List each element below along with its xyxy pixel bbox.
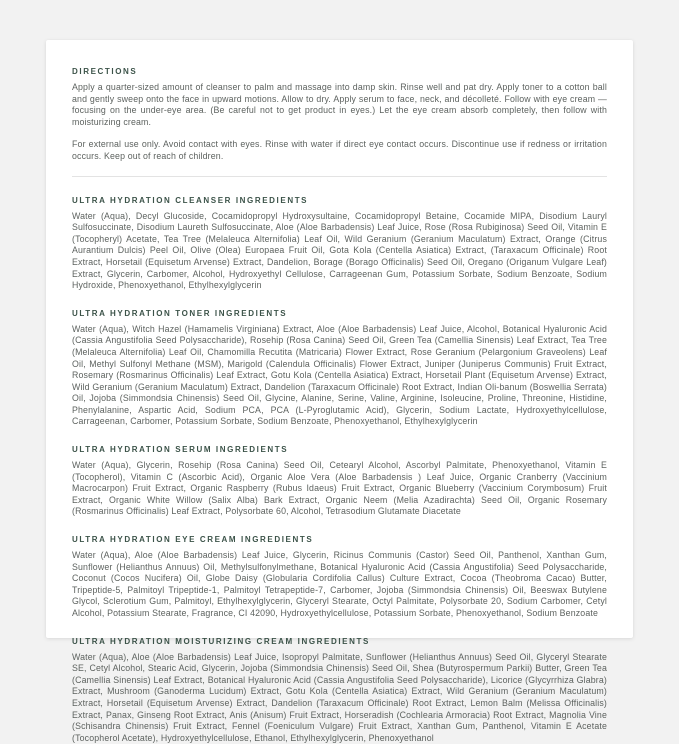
- toner-ingredients-list: Water (Aqua), Witch Hazel (Hamamelis Virginiana) Extract, Aloe (Aloe Barbadensis) Leaf Juice, Alcohol, Botanical Hyaluronic Acid (Cassia Angustifolia Seed Polysaccharide), Rosehip (Rosa Canina) Seed Oil, Green Tea (Camellia Sinensis) Leaf Extract, Tea Tree (Melaleuca Alternifolia) Leaf Oil, Chamomilla Recutita (Matricaria) Flower Extract, Rose Geranium (Pelargonium Graveolens) Leaf Oil, Methyl Sulfonyl Methane (MSM), Marigold (Calendula Officinalis) Flower Extract, Juniper (Juniperus Communis) Fruit Extract, Rosemary (Rosmarinus Officinalis) Leaf Extract, Gotu Kola (Centella Asiatica) Extract, Horsetail Plant (Equisetum Arvense) Extract, Wild Geranium (Geranium Maculatum) Extract, Dandelion (Taraxacum Officinale) Root Extract, Indian Oli-banum (Boswellia Serrata) Oil, Jojoba (Simmondsia Chinensis) Seed Oil, Glycine, Alanine, Serine, Valine, Arginine, Isoleucine, Proline, Threonine, Histidine, Phenylalanine, Aspartic Acid, Sodium PCA, PCA (L-Pyroglutamic Acid), Glycerin, Sodium Lactate, Hydroxyethylcellulose, Carrageenan, Carbomer, Potassium Sorbate, Sodium Benzoate, Phenoxyethanol, Ethylhexylglycerin: [72, 323, 607, 427]
- directions-paragraph-usage: Apply a quarter-sized amount of cleanser to palm and massage into damp skin. Rinse well and pat dry. Apply toner to a cotton ball and gently sweep onto the face in upward motions. Allow to dry. Apply serum to face, neck, and décolleté. Follow with eye cream — focusing on the under-eye area. (Be careful not to get product in eyes.) Let the eye cream absorb completely, then follow with moisturizing cream.: [72, 82, 607, 127]
- directions-paragraph-warning: For external use only. Avoid contact with eyes. Rinse with water if direct eye contact occurs. Discontinue use if redness or irritation occurs. Keep out of reach of children.: [72, 139, 607, 161]
- product-label-card: [46, 40, 633, 743]
- directions-heading: DIRECTIONS: [72, 67, 138, 76]
- cleanser-ingredients-heading: ULTRA HYDRATION CLEANSER INGREDIENTS: [72, 195, 309, 205]
- ingredients-section-serum: [72, 445, 607, 518]
- directions-section: [72, 67, 607, 163]
- ingredients-section-eye-cream: [72, 535, 607, 620]
- eye-cream-ingredients-heading: ULTRA HYDRATION EYE CREAM INGREDIENTS: [72, 535, 314, 545]
- toner-ingredients-heading: ULTRA HYDRATION TONER INGREDIENTS: [72, 308, 288, 318]
- serum-ingredients-list: Water (Aqua), Glycerin, Rosehip (Rosa Canina) Seed Oil, Cetearyl Alcohol, Ascorbyl Palmitate, Phenoxyethanol, Vitamin E (Tocopherol), Vitamin C (Ascorbic Acid), Organic Aloe Vera (Aloe Barbadensis ) Leaf Juice, Organic Cranberry (Vaccinium Macrocarpon) Fruit Extract, Organic Raspberry (Rubus Idaeus) Fruit Extract, Organic Blueberry (Vaccinium Corymbosum) Fruit Extract, Organic White Willow (Salix Alba) Bark Extract, Organic Neem (Melia Azadirachta) Seed Oil, Organic Rosemary (Rosmarinus Officinalis) Leaf Extract, Polysorbate 60, Alcohol, Tetrasodium Glutamate Diacetate: [72, 460, 607, 517]
- eye-cream-ingredients-list: Water (Aqua), Aloe (Aloe Barbadensis) Leaf Juice, Glycerin, Ricinus Communis (Castor) Seed Oil, Panthenol, Xanthan Gum, Sunflower (Helianthus Annuus) Oil, Methylsulfonylmethane, Botanical Hyaluronic Acid (Cassia Angustifolia) Seed Polysaccharide, Coconut (Cocos Nucifera) Oil, Globe Daisy (Globularia Cordifolia Callus) Culture Extract, Cocoa (Theobroma Cacao) Butter, Tripeptide-5, Palmitoyl Tripeptide-1, Palmitoyl Tetrapeptide-7, Carbomer, Jojoba (Simmondsia Chinensis) Oil, Beeswax Butylene Glycol, Sclerotium Gum, Palmitoyl, Ethylhexylglycerin, Glyceryl Stearate, Octyl Palmitate, Polysorbate 20, Sodium Carbomer, Cetyl Alcohol, Potassium Stearate, Fragrance, CI 42090, Hydroxyethylcellulose, Potassium Sorbate, Phenoxyethanol, Sodium Benzoate: [72, 550, 607, 618]
- ingredients-section-toner: [72, 309, 607, 428]
- section-divider: [72, 176, 607, 177]
- moisturizing-cream-ingredients-list: Water (Aqua), Aloe (Aloe Barbadensis) Leaf Juice, Isopropyl Palmitate, Sunflower (Helianthus Annuus) Seed Oil, Glyceryl Stearate SE, Cetyl Alcohol, Stearic Acid, Glycerin, Jojoba (Simmondsia Chinensis) Seed Oil, Shea (Butyrospermum Parkii) Butter, Green Tea (Camellia Sinensis) Leaf Extract, Botanical Hyaluronic Acid (Cassia Angustifolia Seed Polysaccharide), Licorice (Glycyrrhiza Glabra) Extract, Mushroom (Ganoderma Lucidum) Extract, Gotu Kola (Centella Asiatica) Extract, Wild Geranium (Geranium Maculatum) Extract, Horsetail (Equisetum Arvense) Extract, Dandelion (Taraxacum Officinale) Root Extract, Lemon Balm (Melissa Officinalis) Extract, Panax, Ginseng Root Extract, Anis (Anisum) Fruit Extract, Horseradish (Cochlearia Armoracia) Root Extract, Magnolia Vine (Schisandra Chinensis) Fruit Extract, Fennel (Foeniculum Vulgare) Fruit Extract, Xanthan Gum, Panthenol, Vitamin E Acetate (Tocopherol Acetate), Hydroxyethylcellulose, Ethanol, Ethylhexylglycerin, Phenoxyethanol: [72, 651, 607, 743]
- ingredients-section-moisturizing-cream: [72, 637, 607, 744]
- cleanser-ingredients-list: Water (Aqua), Decyl Glucoside, Cocamidopropyl Hydroxysultaine, Cocamidopropyl Betaine, Cocamide MIPA, Disodium Lauryl Sulfosuccinate, Disodium Laureth Sulfosuccinate, Aloe (Aloe Barbadensis) Leaf Juice, Rose (Rosa Rubiginosa) Seed Oil, Vitamin E (Tocopheryl) Acetate, Tea Tree (Melaleuca Alternifolia) Leaf Oil, Wild Geranium (Geranium Maculatum) Extract, Orange (Citrus Aurantium Dulcis) Peel Oil, Olive (Olea) Europaea Fruit Oil, Gota Kola (Centella Asiatica) Extract, (Taraxacum Officinale) Root Extract, Horsetail (Equisetum Arvense) Extract, Dandelion, Borage (Borago Officinalis) Seed Oil, Oregano (Origanum Vulgare Leaf) Extract, Glycerin, Carbomer, Alcohol, Hydroxyethyl Cellulose, Carrageenan Gum, Potassium Sorbate, Sodium Benzoate, Sodium Hydroxide, Phenoxyethanol, Ethylhexylglycerin: [72, 210, 607, 291]
- ingredients-section-cleanser: [72, 196, 607, 292]
- serum-ingredients-heading: ULTRA HYDRATION SERUM INGREDIENTS: [72, 445, 289, 455]
- moisturizing-cream-ingredients-heading: ULTRA HYDRATION MOISTURIZING CREAM INGREDIENTS: [72, 636, 370, 646]
